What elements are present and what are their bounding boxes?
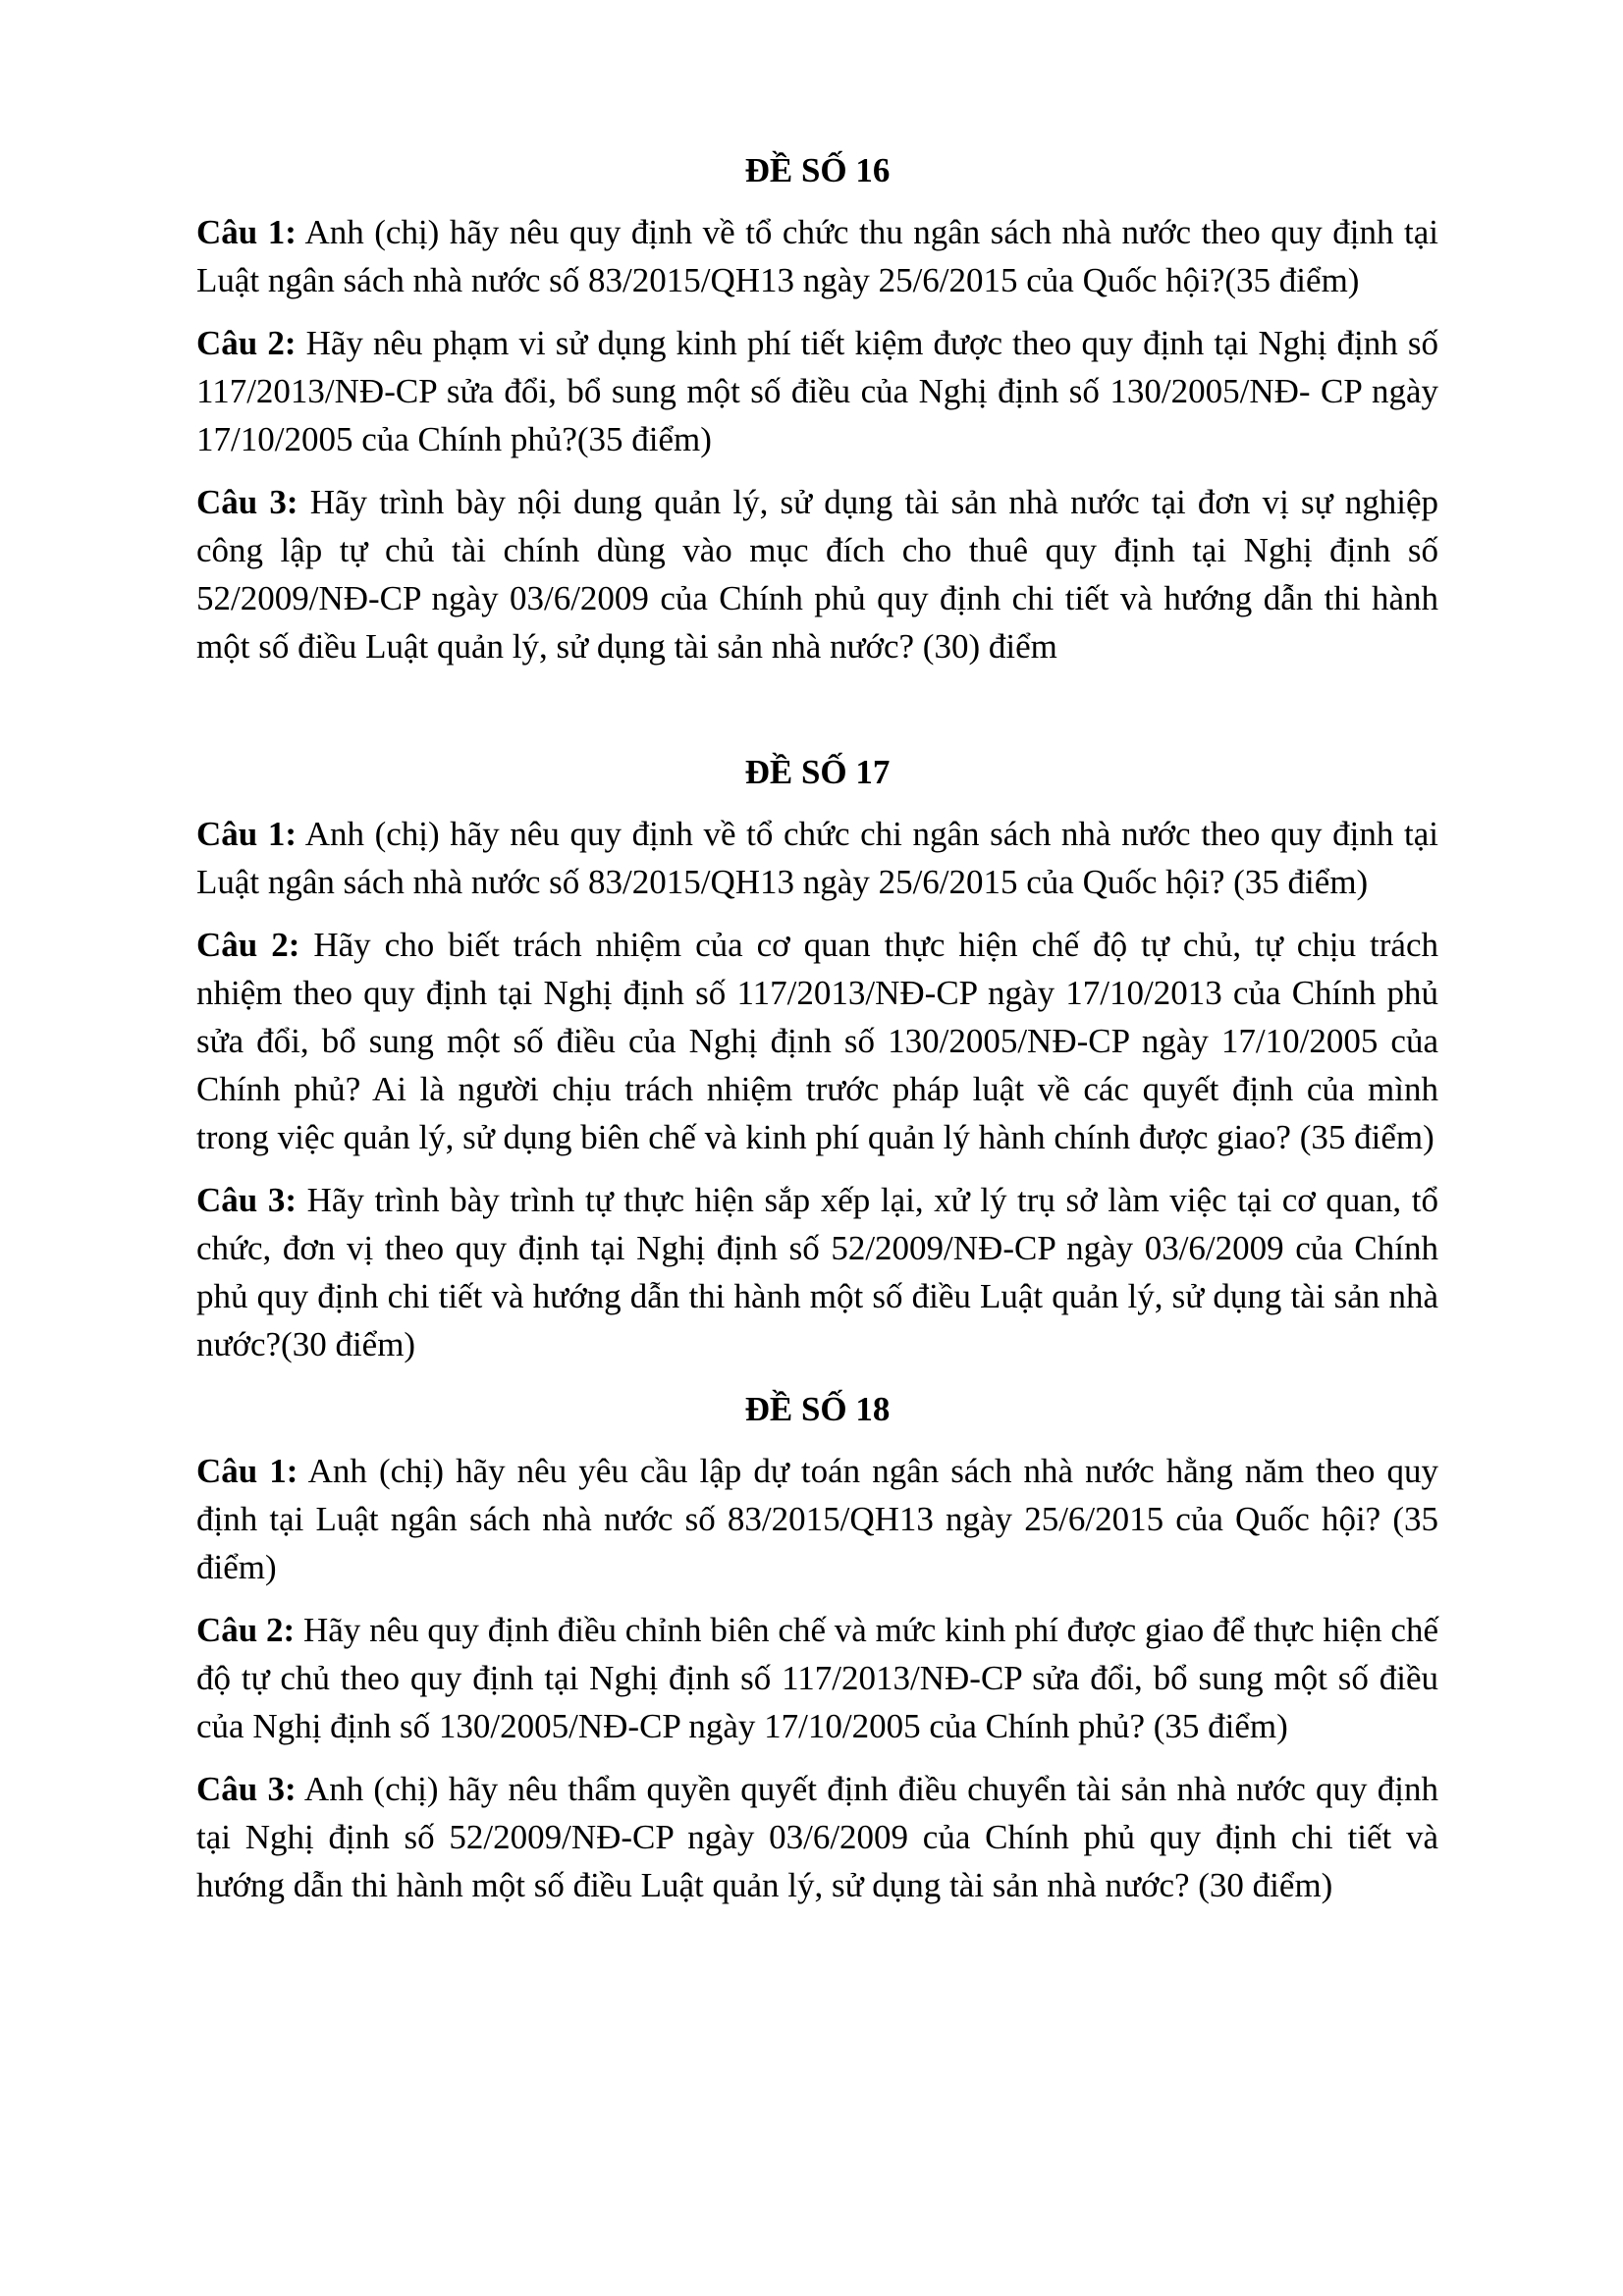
- exam-16: [196, 147, 1438, 670]
- question-label: Câu 3:: [196, 483, 298, 521]
- document-page: [196, 147, 1438, 1924]
- question-label: Câu 1:: [196, 213, 297, 251]
- question-text: Hãy cho biết trách nhiệm của cơ quan thực hiện chế độ tự chủ, tự chịu trách nhiệm theo quy định tại Nghị định số 117/2013/NĐ-CP ngày 17/10/2013 của Chính phủ sửa đổi, bổ sung một số điều của Nghị định số 130/2005/NĐ-CP ngày 17/10/2005 của Chính phủ? Ai là người chịu trách nhiệm trước pháp luật về các quyết định của mình trong việc quản lý, sử dụng biên chế và kinh phí quản lý hành chính được giao? (35 điểm): [196, 926, 1438, 1156]
- question-text: Hãy nêu phạm vi sử dụng kinh phí tiết kiệm được theo quy định tại Nghị định số 117/2013/NĐ-CP sửa đổi, bổ sung một số điều của Nghị định số 130/2005/NĐ- CP ngày 17/10/2005 của Chính phủ?(35 điểm): [196, 324, 1438, 458]
- question-label: Câu 2:: [196, 926, 300, 964]
- question-1: [196, 208, 1438, 304]
- question-text: Anh (chị) hãy nêu quy định về tổ chức chi ngân sách nhà nước theo quy định tại Luật ngân sách nhà nước số 83/2015/QH13 ngày 25/6/2015 của Quốc hội? (35 điểm): [196, 815, 1438, 901]
- question-1: [196, 810, 1438, 906]
- question-text: Anh (chị) hãy nêu thẩm quyền quyết định điều chuyển tài sản nhà nước quy định tại Nghị định số 52/2009/NĐ-CP ngày 03/6/2009 của Chính phủ quy định chi tiết và hướng dẫn thi hành một số điều Luật quản lý, sử dụng tài sản nhà nước? (30 điểm): [196, 1770, 1438, 1904]
- exam-title: ĐỀ SỐ 17: [744, 753, 891, 791]
- question-2: [196, 1606, 1438, 1750]
- question-3: [196, 1765, 1438, 1909]
- question-text: Anh (chị) hãy nêu yêu cầu lập dự toán ngân sách nhà nước hằng năm theo quy định tại Luật ngân sách nhà nước số 83/2015/QH13 ngày 25/6/2015 của Quốc hội? (35 điểm): [196, 1452, 1438, 1586]
- question-text: Hãy trình bày trình tự thực hiện sắp xếp lại, xử lý trụ sở làm việc tại cơ quan, tổ chức, đơn vị theo quy định tại Nghị định số 52/2009/NĐ-CP ngày 03/6/2009 của Chính phủ quy định chi tiết và hướng dẫn thi hành một số điều Luật quản lý, sử dụng tài sản nhà nước?(30 điểm): [196, 1181, 1438, 1363]
- question-2: [196, 921, 1438, 1161]
- exam-title: ĐỀ SỐ 18: [744, 1390, 891, 1428]
- question-3: [196, 1176, 1438, 1368]
- exam-18: [196, 1386, 1438, 1909]
- question-text: Hãy nêu quy định điều chỉnh biên chế và mức kinh phí được giao để thực hiện chế độ tự chủ theo quy định tại Nghị định số 117/2013/NĐ-CP sửa đổi, bổ sung một số điều của Nghị định số 130/2005/NĐ-CP ngày 17/10/2005 của Chính phủ? (35 điểm): [196, 1611, 1438, 1745]
- question-label: Câu 2:: [196, 1611, 296, 1649]
- question-label: Câu 2:: [196, 324, 297, 362]
- question-label: Câu 1:: [196, 1452, 298, 1490]
- exam-title: ĐỀ SỐ 16: [744, 151, 891, 189]
- exam-17: [196, 749, 1438, 1368]
- question-3: [196, 478, 1438, 670]
- question-1: [196, 1447, 1438, 1591]
- question-label: Câu 3:: [196, 1181, 297, 1219]
- question-2: [196, 319, 1438, 463]
- question-text: Anh (chị) hãy nêu quy định về tổ chức thu ngân sách nhà nước theo quy định tại Luật ngân sách nhà nước số 83/2015/QH13 ngày 25/6/2015 của Quốc hội?(35 điểm): [196, 213, 1438, 299]
- question-text: Hãy trình bày nội dung quản lý, sử dụng tài sản nhà nước tại đơn vị sự nghiệp công lập tự chủ tài chính dùng vào mục đích cho thuê quy định tại Nghị định số 52/2009/NĐ-CP ngày 03/6/2009 của Chính phủ quy định chi tiết và hướng dẫn thi hành một số điều Luật quản lý, sử dụng tài sản nhà nước? (30) điểm: [196, 483, 1438, 666]
- question-label: Câu 1:: [196, 815, 298, 853]
- question-label: Câu 3:: [196, 1770, 297, 1808]
